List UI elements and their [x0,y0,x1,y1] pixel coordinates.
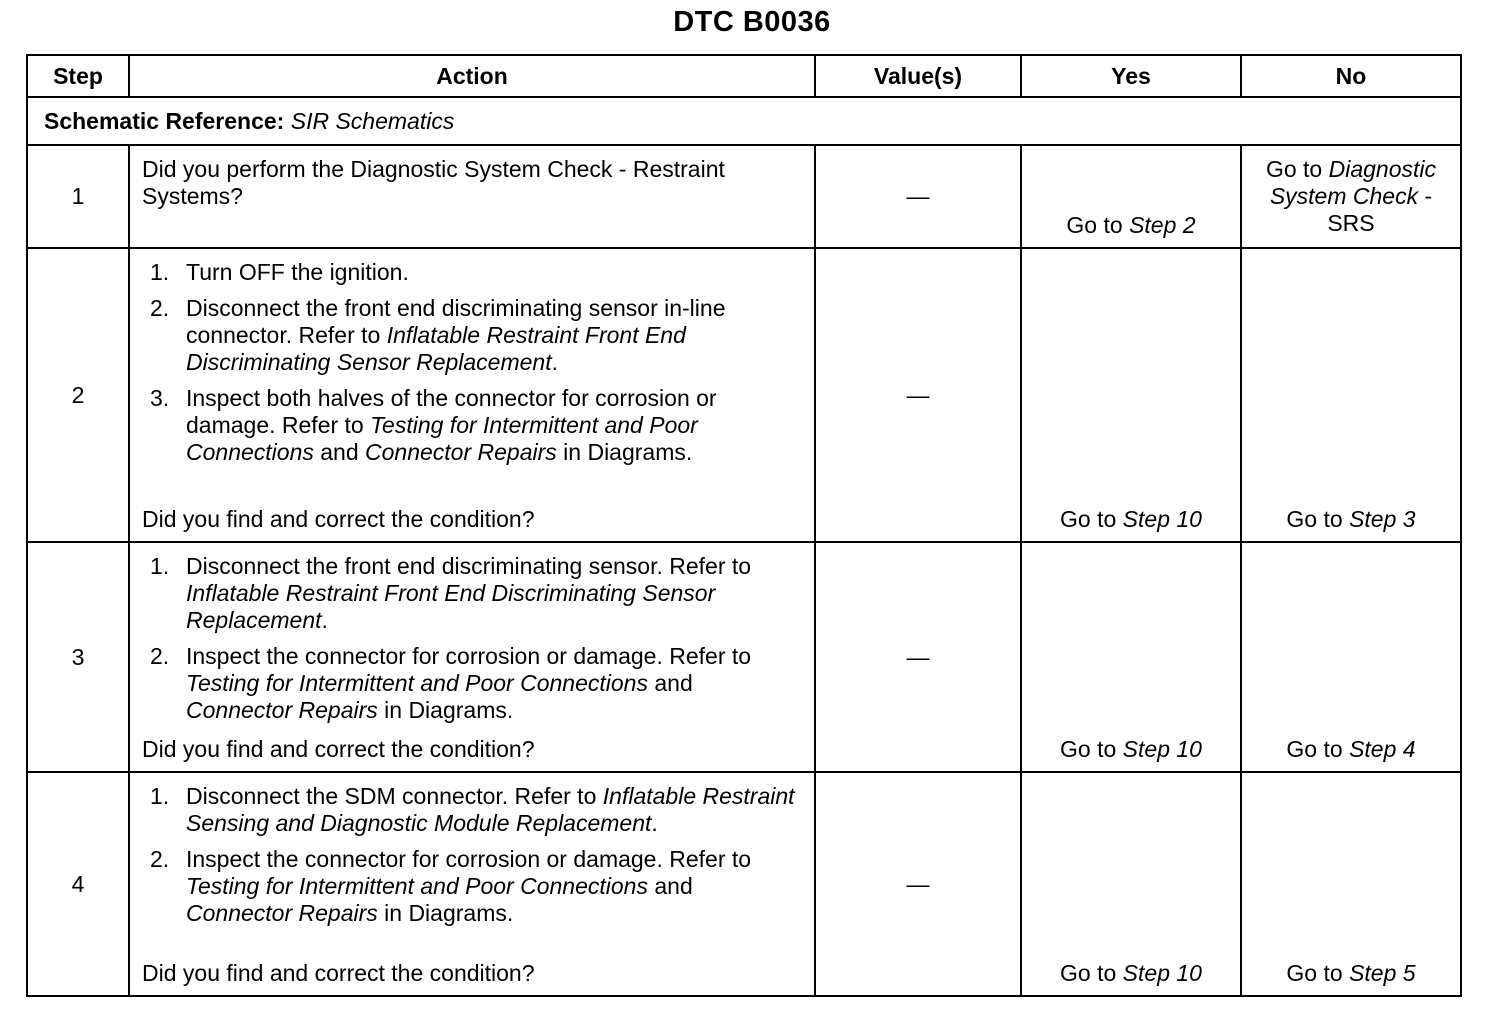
reference-link[interactable]: Connector Repairs [365,439,557,465]
value-cell: — [815,542,1021,772]
table-row [27,248,1461,542]
yes-link[interactable]: Step 10 [1122,736,1202,762]
yes-prefix: Go to [1060,736,1123,762]
reference-link[interactable]: Connector Repairs [186,697,378,723]
action-text: . [651,810,658,836]
reference-link[interactable]: Connector Repairs [186,900,378,926]
action-list [142,259,802,466]
action-question: Did you find and correct the condition? [142,736,535,762]
action-item [186,643,802,724]
action-cell [129,772,815,996]
action-cell [129,145,815,248]
action-item [186,846,802,927]
action-text: . [321,607,328,633]
reference-link[interactable]: Inflatable Restraint Front End Discriminating Sensor Replacement [186,322,686,375]
action-question: Did you find and correct the condition? [142,506,535,532]
yes-cell [1021,772,1241,996]
no-cell [1241,772,1461,996]
action-list [142,553,802,724]
step-number: 4 [27,772,129,996]
header-step: Step [27,55,129,97]
header-yes: Yes [1021,55,1241,97]
action-question-cont: Restraint Systems? [142,156,725,209]
yes-prefix: Go to [1060,506,1123,532]
header-action: Action [129,55,815,97]
header-values: Value(s) [815,55,1021,97]
schematic-link[interactable]: SIR Schematics [290,107,455,134]
no-link[interactable]: Step 3 [1349,506,1416,532]
action-item [186,553,802,634]
header-no: No [1241,55,1461,97]
action-item [186,783,802,837]
dtc-table [26,54,1462,997]
action-question: Did you find and correct the condition? [142,960,535,986]
yes-prefix: Go to [1066,212,1130,238]
action-text: Turn OFF the ignition. [186,259,409,285]
action-text: and [647,873,693,899]
no-link[interactable]: Step 4 [1349,736,1416,762]
action-item [186,385,802,466]
schematic-reference [27,97,1461,145]
reference-link[interactable]: Testing for Intermittent and Poor Connections [186,412,698,465]
action-cell [129,542,815,772]
header-row [27,55,1461,97]
reference-link[interactable]: Inflatable Restraint Sensing and Diagnostic Module Replacement [186,783,795,836]
table-row [27,772,1461,996]
action-item [186,295,802,376]
action-text: Disconnect the SDM connector. Refer to [186,783,603,809]
schematic-row [27,97,1461,145]
no-cell [1241,542,1461,772]
yes-link[interactable]: Step 2 [1129,212,1196,238]
action-list [142,783,802,927]
action-text: in Diagrams. [377,697,514,723]
action-text: Inspect the connector for corrosion or damage. Refer to [186,846,752,872]
table-row [27,145,1461,248]
yes-link[interactable]: Step 10 [1122,960,1202,986]
no-prefix: Go to [1286,736,1350,762]
no-prefix: Go to [1286,960,1350,986]
action-text: and [313,439,366,465]
action-text: . [551,349,558,375]
action-text: Inspect the connector for corrosion or damage. Refer to [186,643,752,669]
action-cell [129,248,815,542]
no-cell [1241,145,1461,248]
action-text: Inspect both halves of the connector for corrosion or damage. Refer to [186,385,717,438]
action-item [186,259,802,286]
no-suffix: - SRS [1327,183,1433,236]
no-prefix: Go to [1286,506,1350,532]
yes-cell [1021,248,1241,542]
action-text: Disconnect the front end discriminating sensor. Refer to [186,553,752,579]
no-cell [1241,248,1461,542]
yes-cell [1021,145,1241,248]
yes-cell [1021,542,1241,772]
step-number: 3 [27,542,129,772]
step-number: 2 [27,248,129,542]
value-cell: — [815,248,1021,542]
value-cell: — [815,772,1021,996]
table-row [27,542,1461,772]
action-text: in Diagrams. [377,900,514,926]
no-prefix: Go to [1265,156,1329,182]
step-number: 1 [27,145,129,248]
action-question: Did you perform the Diagnostic System Check - [142,156,633,182]
reference-link[interactable]: Testing for Intermittent and Poor Connections [186,670,648,696]
yes-prefix: Go to [1060,960,1123,986]
no-link[interactable]: Diagnostic System Check [1269,156,1437,209]
schematic-label: Schematic Reference: [44,107,285,134]
reference-link[interactable]: Inflatable Restraint Front End Discriminating Sensor Replacement [186,580,716,633]
reference-link[interactable]: Testing for Intermittent and Poor Connections [186,873,648,899]
action-text: in Diagrams. [556,439,693,465]
value-cell: — [815,145,1021,248]
action-text: and [647,670,693,696]
action-text: Disconnect the front end discriminating sensor in-line connector. Refer to [186,295,726,348]
yes-link[interactable]: Step 10 [1122,506,1202,532]
no-link[interactable]: Step 5 [1349,960,1416,986]
page-title: DTC B0036 [673,6,831,38]
